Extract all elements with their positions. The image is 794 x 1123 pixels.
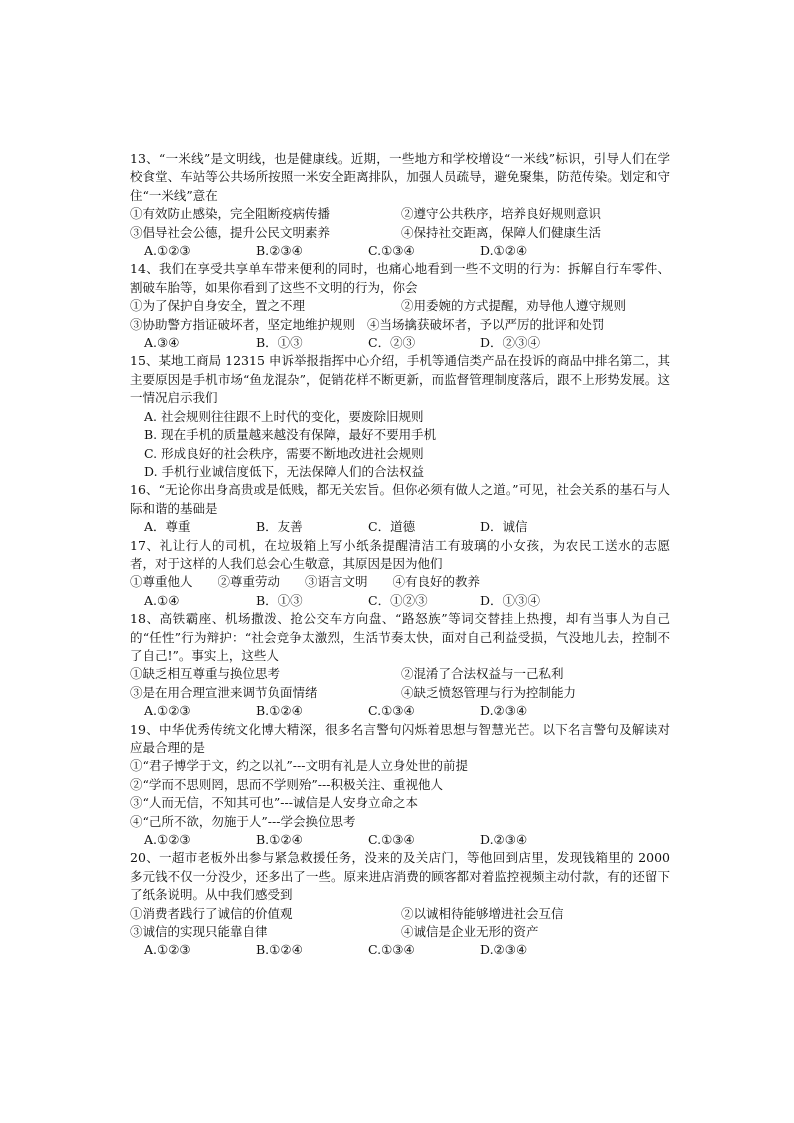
answer-option-a: A. 社会规则往往跟不上时代的变化，要废除旧规则	[144, 408, 424, 424]
answer-option-a: A.①②③	[144, 703, 191, 719]
answer-options	[130, 518, 670, 536]
question-16	[130, 481, 670, 536]
statement-item: ③是在用合理宣泄来调节负面情绪	[130, 684, 318, 700]
answer-option-d: D.②③④	[480, 942, 528, 958]
statement-item: ③协助警方指证破坏者，坚定地维护规则	[130, 316, 356, 332]
statement-row	[130, 905, 670, 923]
answer-option-b: B.①②④	[256, 703, 303, 719]
answer-option-d: D．①③④	[480, 592, 541, 608]
answer-option-d: D.②③④	[480, 703, 528, 719]
answer-option-c: C．道德	[368, 519, 416, 535]
statement-row	[130, 316, 670, 334]
statement-item: ②以诚相待能够增进社会互信	[401, 905, 564, 921]
statement-item: ②遵守公共秩序，培养良好规则意识	[401, 206, 602, 222]
answer-options	[130, 831, 670, 849]
answer-option-b: B.①②④	[256, 832, 303, 848]
statement-item: ④缺乏愤怒管理与行为控制能力	[401, 684, 577, 700]
answer-option-c: C．①②③	[368, 592, 428, 608]
statement-item: ④当场擒获破坏者，予以严厉的批评和处罚	[367, 316, 605, 332]
answer-option-d: D.①②④	[480, 243, 528, 259]
statement-item: ①为了保护自身安全，置之不理	[130, 298, 306, 314]
question-stem: 13、“一米线”是文明线，也是健康线。近期，一些地方和学校增设“一米线”标识，引导人们在学校食堂、车站等公共场所按照一米安全距离排队，加强人员疏导，避免聚集，防范传染。划定和守住“一米线”意在	[130, 151, 670, 203]
answer-option-b: B.①②④	[256, 942, 303, 958]
question-17	[130, 537, 670, 611]
answer-options	[130, 702, 670, 720]
answer-option-d: D. 手机行业诚信度低下，无法保障人们的合法权益	[144, 463, 425, 479]
statement-item: ④保持社交距离，保障人们健康生活	[401, 224, 602, 240]
answer-option-d: D．②③④	[480, 335, 541, 351]
question-14	[130, 260, 670, 352]
question-19	[130, 721, 670, 850]
question-stem: 17、礼让行人的司机，在垃圾箱上写小纸条提醒清洁工有玻璃的小女孩，为农民工送水的志愿者，对于这样的人我们总会心生敬意，其原因是因为他们	[130, 537, 670, 571]
statement-row	[130, 205, 670, 223]
answer-option-c: C.①③④	[368, 942, 415, 958]
question-stem: 19、中华优秀传统文化博大精深，很多名言警句闪烁着思想与智慧光芒。以下名言警句及解读对应最合理的是	[130, 721, 670, 755]
answer-option-b: B．友善	[256, 519, 303, 535]
statement-item: ①缺乏相互尊重与换位思考	[130, 666, 281, 682]
question-13	[130, 150, 670, 260]
question-18	[130, 610, 670, 720]
statement-item: ④“己所不欲，勿施于人”---学会换位思考	[130, 813, 356, 829]
statement-item: ③“人而无信，不知其可也”---诚信是人安身立命之本	[130, 795, 418, 811]
answer-option-d: D.②③④	[480, 832, 528, 848]
answer-options	[130, 334, 670, 352]
statement-row	[130, 297, 670, 315]
statement-row	[130, 224, 670, 242]
statement-item: ②“学而不思则罔，思而不学则殆”---积极关注、重视他人	[130, 776, 443, 792]
statement-item: ①“君子博学于文，约之以礼”---文明有礼是人立身处世的前提	[130, 758, 468, 774]
statement-item: ①有效防止感染，完全阻断疫病传播	[130, 206, 331, 222]
answer-options	[130, 242, 670, 260]
statement-item: ③诚信的实现只能靠自律	[130, 924, 268, 940]
answer-option-c: C．②③	[368, 335, 416, 351]
answer-option-b: B.②③④	[256, 243, 303, 259]
question-stem: 20、一超市老板外出参与紧急救援任务，没来的及关店门，等他回到店里，发现钱箱里的 2000 多元钱不仅一分没少，还多出了一些。原来进店消费的顾客都对着监控视频主动付款，有的还留下了纸条说明。从中我们感受到	[130, 850, 670, 903]
statement-item: ②用委婉的方式提醒，劝导他人遵守规则	[401, 298, 627, 314]
question-list	[130, 150, 670, 960]
answer-options	[130, 941, 670, 959]
answer-option-a: A．尊重	[144, 519, 191, 535]
answer-option-a: A.①②③	[144, 942, 191, 958]
answer-options	[130, 592, 670, 610]
statement-item: ④诚信是企业无形的资产	[401, 924, 539, 940]
answer-option-b: B．①③	[256, 592, 303, 608]
statement-row	[130, 684, 670, 702]
question-stem: 14、我们在享受共享单车带来便利的同时，也痛心地看到一些不文明的行为：拆解自行车零件、割破车胎等，如果你看到了这些不文明的行为，你会	[130, 261, 670, 295]
answer-option-a: A.①④	[144, 592, 180, 608]
answer-option-c: C.①③④	[368, 703, 415, 719]
statement-item: ②混淆了合法权益与一己私利	[401, 666, 564, 682]
question-20	[130, 849, 670, 959]
answer-option-d: D．诚信	[480, 519, 528, 535]
question-stem: 15、某地工商局 12315 申诉举报指挥中心介绍，手机等通信类产品在投诉的商品中排名第二，其主要原因是手机市场“鱼龙混杂”，促销花样不断更新，而监督管理制度落后，跟不上形势发展。这一情况启示我们	[130, 353, 670, 406]
answer-option-a: A.①②③	[144, 243, 191, 259]
statement-row	[130, 923, 670, 941]
answer-option-c: C.①③④	[368, 832, 415, 848]
answer-option-a: A.③④	[144, 335, 180, 351]
question-stem: 18、高铁霸座、机场撒泼、抢公交车方向盘、“路怒族”等词交替挂上热搜，却有当事人为自己的“任性”行为辩护：“社会竞争太激烈，生活节奏太快，面对自己利益受损，气没地儿去，控制不了自己!”。事实上，这些人	[130, 611, 670, 663]
answer-option-b: B. 现在手机的质量越来越没有保障，最好不要用手机	[144, 427, 437, 443]
answer-option-b: B．①③	[256, 335, 303, 351]
statement-item: ③倡导社会公德，提升公民文明素养	[130, 224, 331, 240]
answer-option-a: A.①②③	[144, 832, 191, 848]
question-stem: 16、“无论你出身高贵或是低贱，都无关宏旨。但你必须有做人之道。”可见，社会关系的基石与人际和谐的基础是	[130, 482, 670, 516]
statement-row	[130, 665, 670, 683]
statement-row: ①尊重他人 ②尊重劳动 ③语言文明 ④有良好的教养	[130, 574, 481, 590]
question-15	[130, 352, 670, 481]
statement-item: ①消费者践行了诚信的价值观	[130, 905, 293, 921]
answer-option-c: C.①③④	[368, 243, 415, 259]
answer-option-c: C. 形成良好的社会秩序，需要不断地改进社会规则	[144, 445, 424, 461]
